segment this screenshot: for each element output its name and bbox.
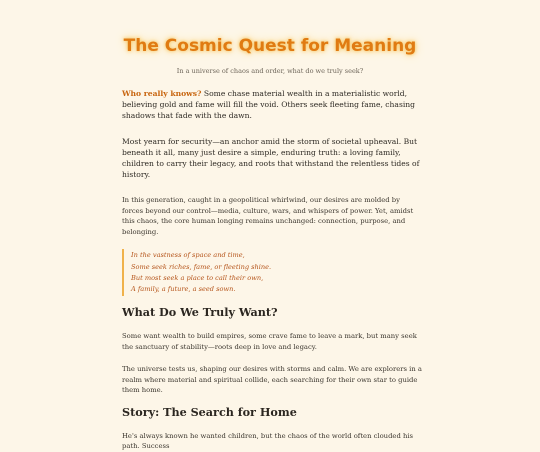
poem-quote (122, 249, 422, 296)
intro-paragraph (122, 88, 422, 122)
poem-line: A family, a future, a seed sown. (131, 285, 236, 294)
security-paragraph: Most yearn for security—an anchor amid the storm of societal upheaval. But beneath it all, many just desire a simple, enduring truth: a loving family, children to carry their legacy, and roots that withstand the relentless tides of history. (122, 136, 420, 180)
page-subtitle: In a universe of chaos and order, what do we truly seek? (176, 67, 364, 75)
poem-line: Some seek riches, fame, or fleeting shine. (131, 262, 272, 271)
universe-paragraph: The universe tests us, shaping our desires with storms and calm. We are explorers in a realm where material and spiritual collide, each searching for their own star to guide them home. (122, 365, 422, 395)
page-title: The Cosmic Quest for Meaning (123, 36, 417, 56)
section-heading-story: Story: The Search for Home (122, 404, 297, 419)
intro-text: Some chase material wealth in a materialistic world, believing gold and fame will fill the void. Others seek fleeting fame, chasing shadows that fade with the dawn. (122, 89, 416, 121)
article-body (122, 88, 422, 452)
section-heading-want: What Do We Truly Want? (122, 305, 278, 320)
story-paragraph: He's always known he wanted children, but the chaos of the world often clouded his path. Success (122, 431, 413, 451)
poem-line: But most seek a place to call their own, (131, 273, 264, 282)
generation-paragraph: In this generation, caught in a geopolitical whirlwind, our desires are molded by forces beyond our control—media, culture, wars, and whispers of power. Yet, amidst this chaos, the core human longing remains unchanged: connection, purpose, and belonging. (122, 196, 414, 236)
wealth-paragraph: Some want wealth to build empires, some crave fame to leave a mark, but many seek the sanctuary of stability—roots deep in love and legacy. (122, 332, 417, 351)
poem-line: In the vastness of space and time, (131, 251, 245, 260)
intro-lead: Who really knows? (122, 89, 202, 98)
